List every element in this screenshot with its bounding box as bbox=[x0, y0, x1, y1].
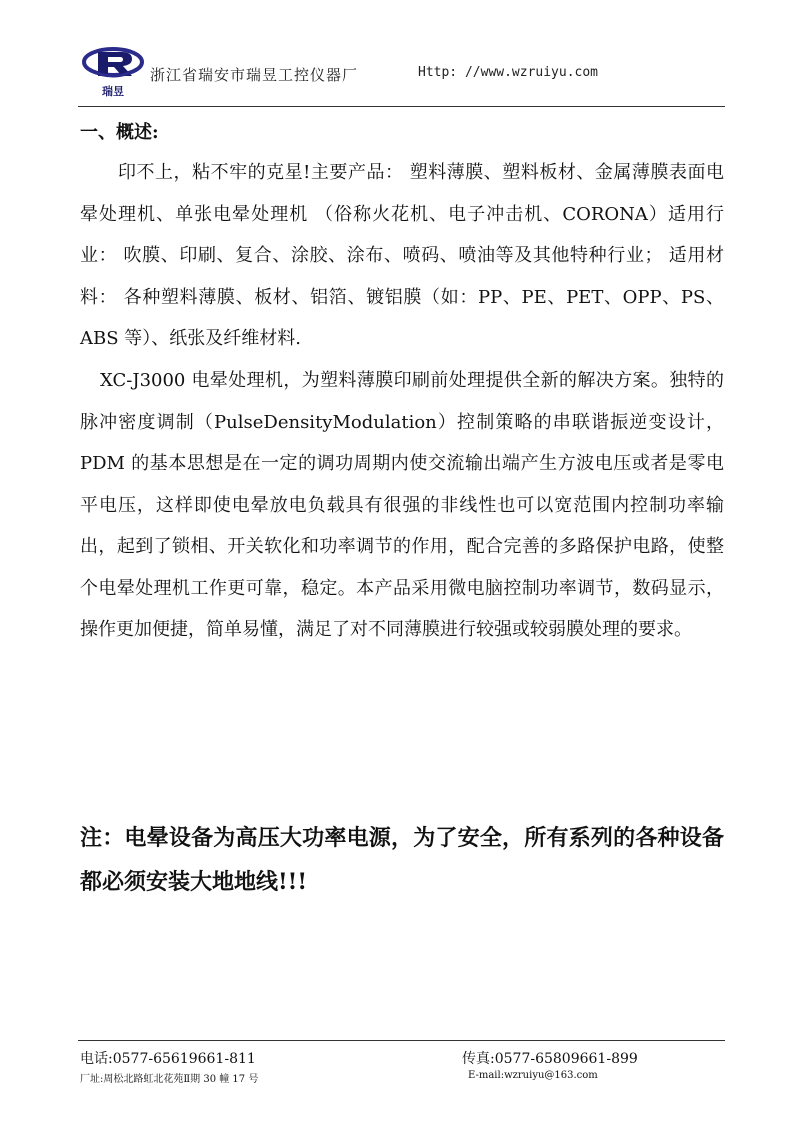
safety-notice: 注：电晕设备为高压大功率电源，为了安全，所有系列的各种设备都必须安装大地地线!!! bbox=[80, 825, 724, 895]
overview-paragraph-technology: XC-J3000 电晕处理机，为塑料薄膜印刷前处理提供全新的解决方案。独特的脉冲密度调制（PulseDensityModulation）控制策略的串联谐振逆变设计，PDM 的基本思想是在一定的调功周期内使交流输出端产生方波电压或者是零电平电压，这样即使电晕放电负载具有很强的非线性也可以宽范围内控制功率输出，起到了锁相、开关软化和功率调节的作用，配合完善的多路保护电路，使整个电晕处理机工作更可靠，稳定。本产品采用微电脑控制功率调节，数码显示，操作更加便捷，简单易懂，满足了对不同薄膜进行较强或较弱膜处理的要求。 bbox=[80, 370, 724, 640]
footer-address: 厂址:周松北路虹北花苑Ⅱ期 30 幢 17 号 bbox=[80, 1074, 259, 1085]
header-divider bbox=[78, 106, 725, 107]
footer-divider bbox=[78, 1040, 725, 1041]
logo-text: 瑞昱 bbox=[102, 85, 124, 98]
footer-fax: 传真:0577-65809661-899 bbox=[462, 1051, 638, 1067]
company-logo bbox=[82, 40, 144, 98]
ruiyu-logo-icon bbox=[82, 40, 144, 98]
header-website-url[interactable]: Http: //www.wzruiyu.com bbox=[418, 65, 599, 80]
footer-email[interactable]: E-mail:wzruiyu@163.com bbox=[468, 1070, 598, 1081]
header-company-name: 浙江省瑞安市瑞昱工控仪器厂 bbox=[150, 66, 359, 84]
section-title: 一、概述: bbox=[80, 122, 159, 143]
footer-phone: 电话:0577-65619661-811 bbox=[80, 1051, 256, 1067]
overview-paragraph-products: 印不上，粘不牢的克星!主要产品： 塑料薄膜、塑料板材、金属薄膜表面电晕处理机、单张电晕处理机 （俗称火花机、电子冲击机、CORONA）适用行业： 吹膜、印刷、复合、涂胶、涂布、喷码、喷油等及其他特种行业； 适用材料： 各种塑料薄膜、板材、铝箔、镀铝膜（如：PP、PE、PET、OPP、PS、ABS 等）、纸张及纤维材料. bbox=[80, 162, 724, 349]
